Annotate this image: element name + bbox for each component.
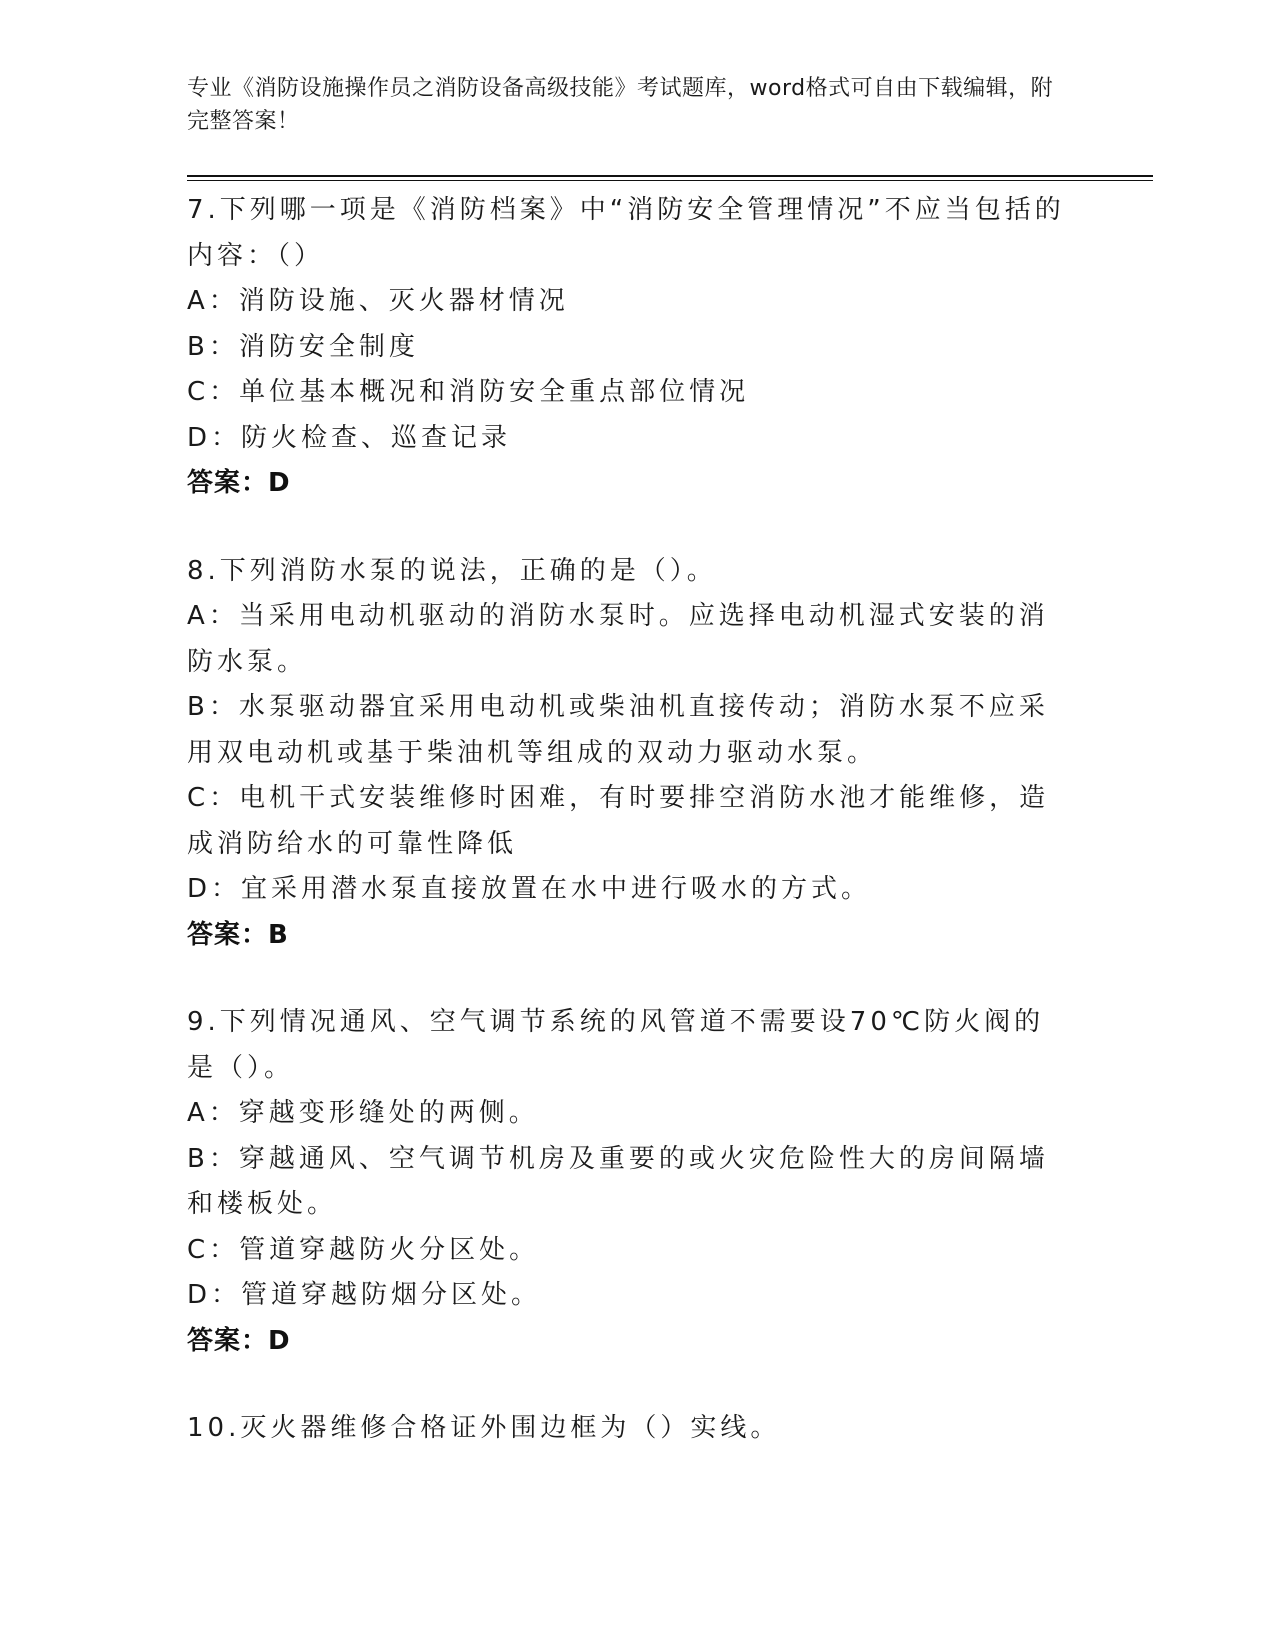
document-header: 专业《消防设施操作员之消防设备高级技能》考试题库，word格式可自由下载编辑，附完整答案！ — [187, 76, 1054, 134]
option-c: C：电机干式安装维修时困难，有时要排空消防水池才能维修，造成消防给水的可靠性降低 — [187, 783, 1050, 859]
question-stem: 8.下列消防水泵的说法，正确的是（）。 — [187, 555, 717, 586]
option-a: A：消防设施、灭火器材情况 — [187, 286, 569, 316]
question-8 — [187, 549, 1067, 959]
option-b: B：穿越通风、空气调节机房及重要的或火灾危险性大的房间隔墙和楼板处。 — [187, 1143, 1049, 1219]
answer-label: 答案：B — [187, 919, 289, 950]
question-10 — [187, 1406, 1067, 1452]
question-stem: 7.下列哪一项是《消防档案》中“消防安全管理情况”不应当包括的内容：（） — [187, 195, 1065, 271]
header-divider-thick — [187, 175, 1153, 177]
answer-label: 答案：D — [187, 468, 291, 498]
option-d: D：防火检查、巡查记录 — [187, 422, 512, 453]
option-a: A：穿越变形缝处的两侧。 — [187, 1098, 539, 1128]
option-a: A：当采用电动机驱动的消防水泵时。应选择电动机湿式安装的消防水泵。 — [187, 601, 1049, 677]
question-9 — [187, 1000, 1067, 1364]
question-stem: 9.下列情况通风、空气调节系统的风管道不需要设70℃防火阀的是（）。 — [187, 1007, 1045, 1083]
option-b: B：消防安全制度 — [187, 331, 419, 362]
answer-label: 答案：D — [187, 1325, 291, 1356]
option-c: C：管道穿越防火分区处。 — [187, 1234, 540, 1265]
question-7 — [187, 188, 1067, 507]
question-stem: 10.灭火器维修合格证外围边框为（）实线。 — [187, 1413, 781, 1443]
option-d: D：管道穿越防烟分区处。 — [187, 1280, 542, 1310]
option-c: C：单位基本概况和消防安全重点部位情况 — [187, 377, 750, 407]
option-d: D：宜采用潜水泵直接放置在水中进行吸水的方式。 — [187, 874, 872, 904]
header-divider-thin — [187, 180, 1153, 181]
option-b: B：水泵驱动器宜采用电动机或柴油机直接传动；消防水泵不应采用双电动机或基于柴油机等组成的双动力驱动水泵。 — [187, 692, 1049, 768]
question-list — [187, 188, 1067, 1494]
